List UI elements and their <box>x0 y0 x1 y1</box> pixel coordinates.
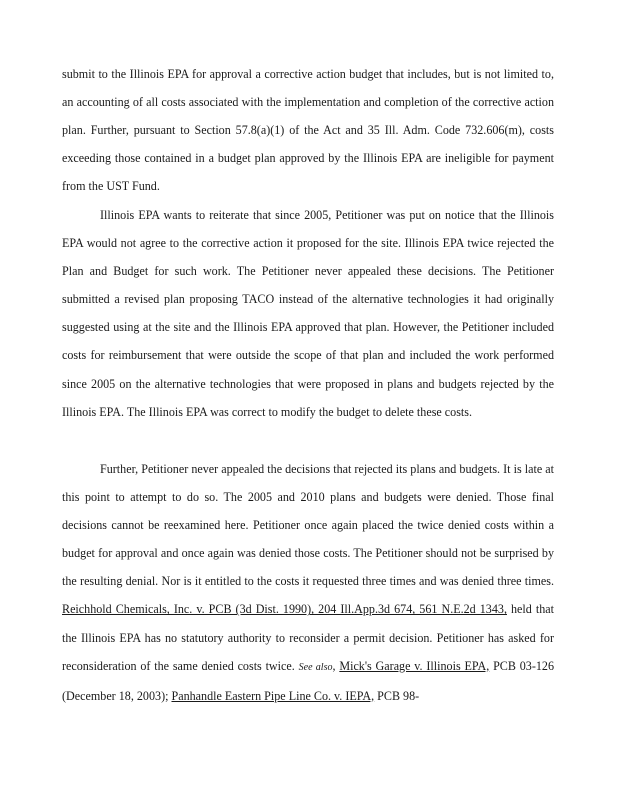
signal-see-also: See also <box>298 661 333 673</box>
paragraph-1-text: submit to the Illinois EPA for approval a corrective action budget that includes, but is not limited to, an accounting of all costs associated with the implementation and completion of the corrective action plan. Further, pursuant to Section 57.8(a)(1) of the Act and 35 Ill. Adm. Code 732.606(m), costs exceeding those contained in a budget plan approved by the Illinois EPA are ineligible for payment from the UST Fund. <box>62 67 554 194</box>
paragraph-3-text-1: Further, Petitioner never appealed the decisions that rejected its plans and budgets. It is late at this point to attempt to do so. The 2005 and 2010 plans and budgets were denied. Those final decisions cannot be reexamined here. Petitioner once again placed the twice denied costs within a budget for approval and once again was denied those costs. The Petitioner should not be surprised by the resulting denial. Nor is it entitled to the costs it requested three times and was denied three times. <box>62 462 554 589</box>
citation-micks-garage: Mick's Garage v. Illinois EPA, <box>339 658 490 673</box>
paragraph-corrective-action-budget <box>62 60 554 200</box>
paragraph-never-appealed <box>62 455 554 710</box>
citation-panhandle-eastern: Panhandle Eastern Pipe Line Co. v. IEPA, <box>171 688 375 703</box>
citation-reichhold-chemicals: Reichhold Chemicals, Inc. v. PCB (3d Dist. 1990), 204 Ill.App.3d 674, 561 N.E.2d 1343, <box>62 602 507 617</box>
paragraph-3-text-4: PCB 98- <box>377 688 420 703</box>
citation-separator: , <box>332 658 336 673</box>
paragraph-3-text-2: held that the Illinois EPA has no statutory authority to reconsider a permit decision. Petitioner has asked for reconsideration of the same denied costs twice. <box>62 602 554 673</box>
paragraph-illinois-epa-reiterates <box>62 201 554 426</box>
paragraph-2-text: Illinois EPA wants to reiterate that since 2005, Petitioner was put on notice that the Illinois EPA would not agree to the corrective action it proposed for the site. Illinois EPA twice rejected the Plan and Budget for such work. The Petitioner never appealed these decisions. The Petitioner submitted a revised plan proposing TACO instead of the alternative technologies it had originally suggested using at the site and the Illinois EPA approved that plan. However, the Petitioner included costs for reimbursement that were outside the scope of that plan and included the work performed since 2005 on the alternative technologies that were proposed in plans and budgets rejected by the Illinois EPA. The Illinois EPA was correct to modify the budget to delete these costs. <box>62 208 554 419</box>
paragraph-3-text-3: PCB 03-126 (December 18, 2003); <box>62 658 555 703</box>
